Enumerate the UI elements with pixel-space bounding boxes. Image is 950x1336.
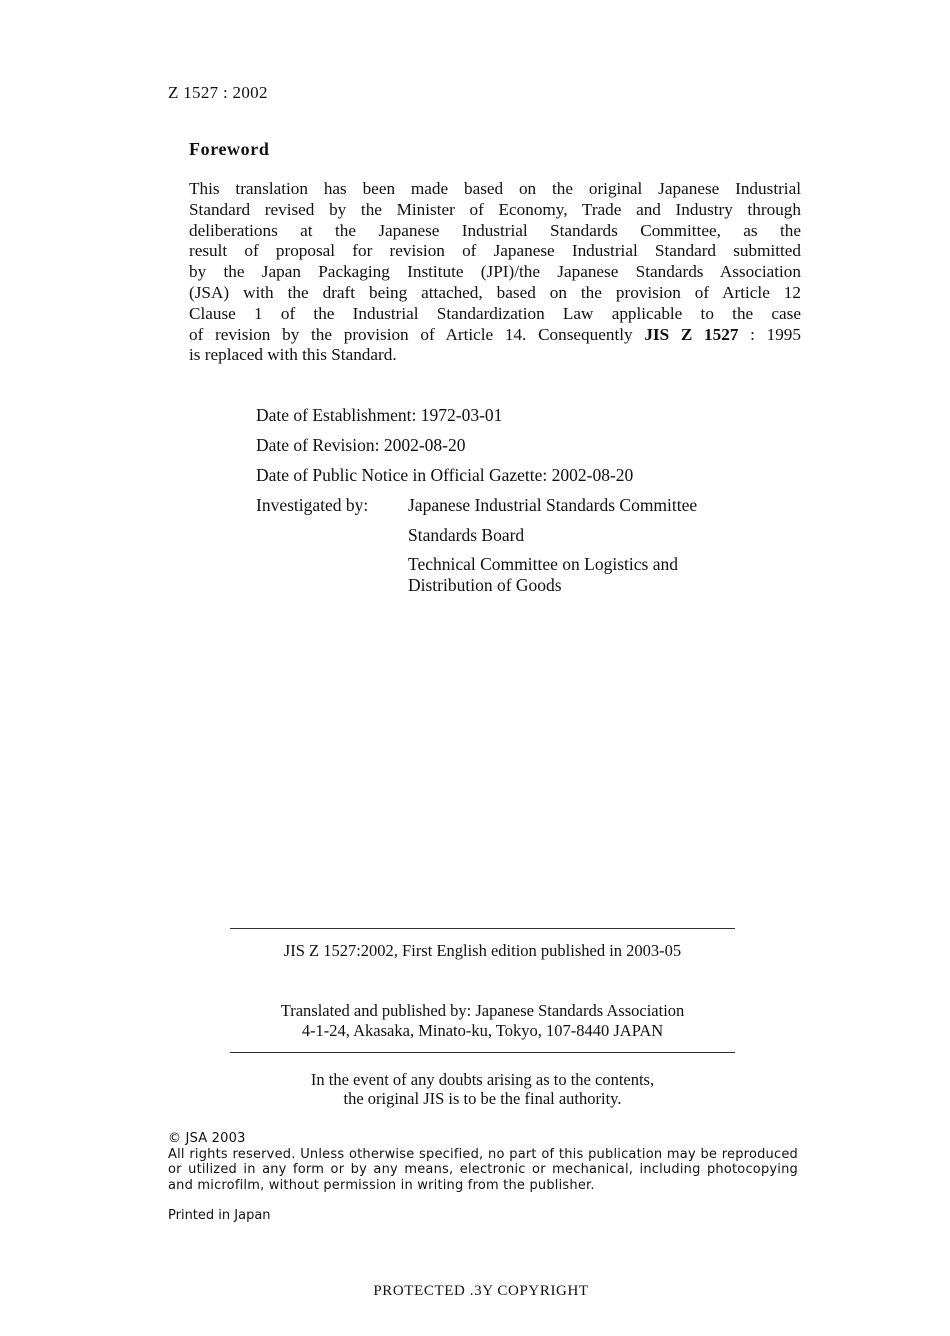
foreword-line: This translation has been made based on the original Japanese Industrial xyxy=(189,179,801,198)
foreword-line: result of proposal for revision of Japanese Industrial Standard submitted xyxy=(189,241,801,261)
investigator-item: Standards Board xyxy=(408,525,525,545)
foreword-line: by the Japan Packaging Institute (JPI)/the Japanese Standards Association xyxy=(189,262,801,282)
publisher-block xyxy=(230,1001,735,1041)
protected-footer: PROTECTED .3Y COPYRIGHT xyxy=(373,1283,589,1299)
foreword-line xyxy=(189,325,801,346)
foreword-line: Clause 1 of the Industrial Standardization Law applicable to the case xyxy=(189,303,801,323)
replaced-standard-ref: JIS Z 1527 xyxy=(644,324,739,344)
investigator-item: Technical Committee on Logistics and Distribution of Goods xyxy=(408,554,678,595)
date-of-establishment: Date of Establishment: 1972-03-01 xyxy=(256,405,503,425)
dates-block xyxy=(256,404,633,494)
copyright-block xyxy=(168,1131,798,1193)
date-of-revision: Date of Revision: 2002-08-20 xyxy=(256,435,466,455)
foreword-line: is replaced with this Standard. xyxy=(189,345,397,365)
edition-line: JIS Z 1527:2002, First English edition published in 2003-05 xyxy=(283,941,682,960)
bottom-divider xyxy=(230,1052,735,1053)
foreword-body xyxy=(189,179,801,366)
authority-line: the original JIS is to be the final authority. xyxy=(343,1089,622,1108)
authority-line: In the event of any doubts arising as to the contents, xyxy=(310,1070,655,1089)
foreword-line-text: of revision by the provision of Article 14. Consequently xyxy=(189,324,645,344)
copyright-symbol-line: © JSA 2003 xyxy=(168,1131,246,1146)
publisher-name: Translated and published by: Japanese Standards Association xyxy=(280,1001,685,1020)
foreword-heading: Foreword xyxy=(189,139,270,159)
investigator-item: Japanese Industrial Standards Committee xyxy=(408,495,698,515)
foreword-line: deliberations at the Japanese Industrial Standards Committee, as the xyxy=(189,220,801,240)
document-id: Z 1527 : 2002 xyxy=(168,83,268,102)
foreword-line: Standard revised by the Minister of Economy, Trade and Industry through xyxy=(189,199,801,219)
foreword-line: (JSA) with the draft being attached, based on the provision of Article 12 xyxy=(189,282,801,302)
investigated-by-label: Investigated by: xyxy=(256,495,369,515)
printed-in: Printed in Japan xyxy=(168,1208,271,1223)
date-of-public-notice: Date of Public Notice in Official Gazette: 2002-08-20 xyxy=(256,465,634,485)
copyright-notice: All rights reserved. Unless otherwise specified, no part of this publication may be reproduced or utilized in any form or by any means, electronic or mechanical, including photocopying and microfilm, without permission in writing from the publisher. xyxy=(168,1146,798,1193)
investigators-list xyxy=(408,494,748,604)
replaced-standard-year: : 1995 xyxy=(738,324,801,344)
publisher-address: 4-1-24, Akasaka, Minato-ku, Tokyo, 107-8440 JAPAN xyxy=(301,1021,664,1040)
authority-note xyxy=(230,1070,735,1108)
top-divider xyxy=(230,928,735,929)
